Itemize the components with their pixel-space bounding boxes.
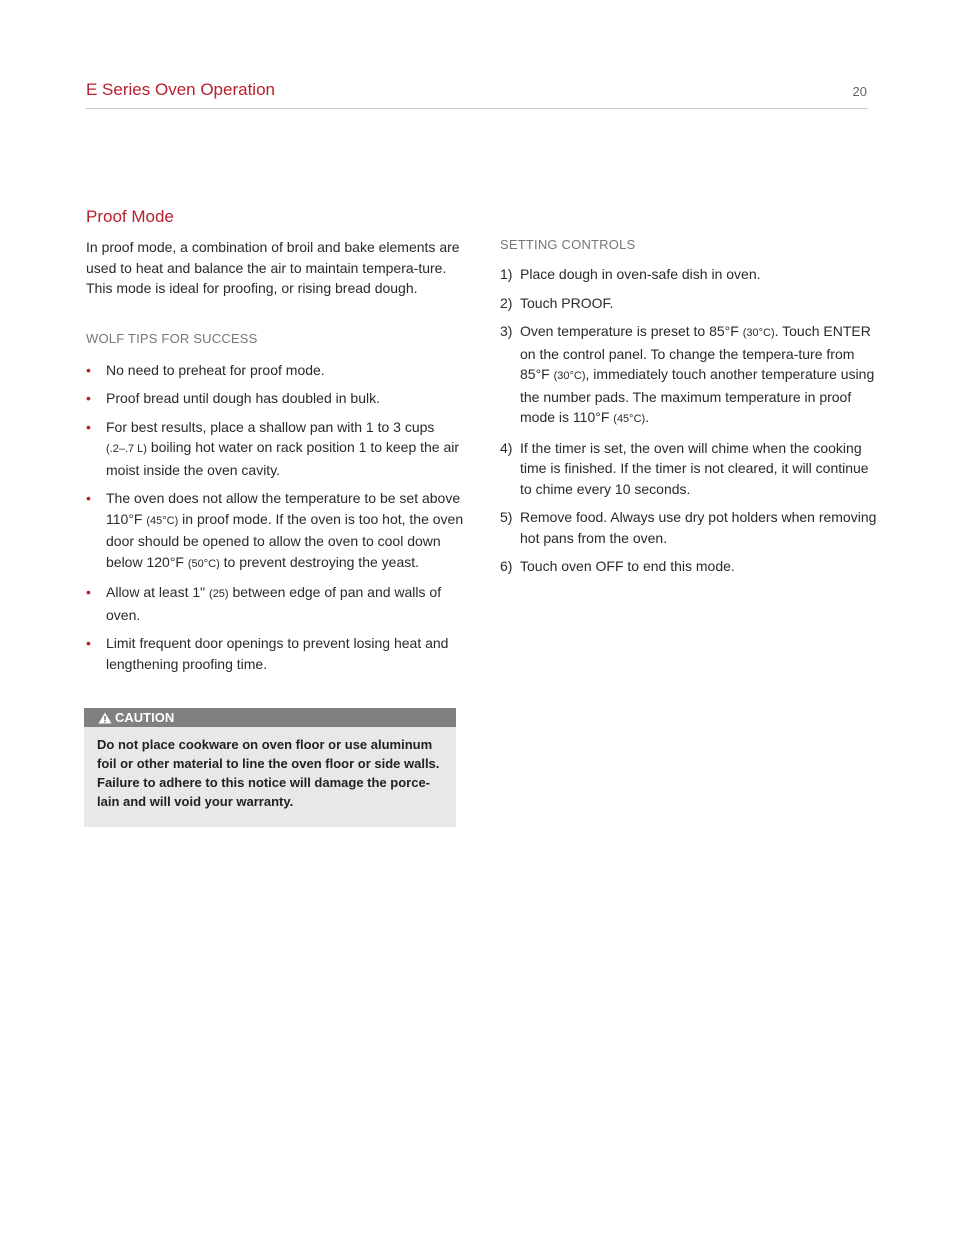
step-item: 5) Remove food. Always use dry pot holders when removing hot pans from the oven. — [500, 509, 877, 546]
page-number: 20 — [852, 84, 867, 99]
tip-item: • Proof bread until dough has doubled in bulk. — [86, 388, 466, 409]
intro-paragraph: In proof mode, a combination of broil and bake elements are used to heat and balance the air to maintain tempera-ture. This mode is ideal for proofing, or rising bread dough. — [86, 239, 460, 296]
bullet-icon: • — [86, 418, 91, 435]
header-title: E Series Oven Operation — [86, 80, 275, 99]
step-item: 2) Touch PROOF. — [500, 294, 614, 311]
caution-text: Do not place cookware on oven floor or use aluminum foil or other material to line the oven floor or side walls. Failure to adhere to this notice will damage the porce-lain and will void your warranty. — [97, 737, 440, 809]
bullet-icon: • — [86, 390, 91, 406]
tip-item: • Limit frequent door openings to prevent losing heat and lengthening proofing time. — [86, 635, 449, 672]
tip-item: • Allow at least 1" (25) between edge of pan and walls of oven. — [86, 584, 442, 623]
bullet-icon: • — [86, 490, 91, 506]
tips-list — [86, 360, 466, 675]
step-item: 6) Touch oven OFF to end this mode. — [500, 558, 735, 574]
step-item: 4) If the timer is set, the oven will chime when the cooking time is finished. If the timer is not cleared, it will continue to chime every 10 seconds. — [500, 439, 869, 497]
bullet-icon: • — [86, 584, 91, 600]
left-column — [86, 207, 466, 682]
setting-controls-heading: SETTING CONTROLS — [500, 237, 636, 252]
header-divider — [86, 108, 868, 109]
tip-item: • The oven does not allow the temperature to be set above 110°F (45°C) in proof mode. If the oven is too hot, the oven door should be opened to allow the oven to cool down below 120°F (50°C) to prevent destroying the yeast. — [86, 490, 464, 570]
steps-list — [500, 264, 880, 577]
tips-heading: WOLF TIPS FOR SUCCESS — [86, 330, 258, 346]
right-column — [500, 237, 880, 585]
caution-box — [84, 708, 456, 827]
tip-item: • No need to preheat for proof mode. — [86, 360, 466, 381]
bullet-icon: • — [86, 361, 91, 378]
step-item: 3) Oven temperature is preset to 85°F (30°C). Touch ENTER on the control panel. To change the tempera-ture from 85°F (30°C), immediately touch another temperature using the number pads. The maximum temperature in proof mode is 110°F (45°C). — [500, 323, 875, 425]
step-item: 1) Place dough in oven-safe dish in oven. — [500, 266, 761, 282]
caution-header — [84, 708, 456, 727]
warning-triangle-icon — [98, 712, 112, 724]
tip-item: • For best results, place a shallow pan with 1 to 3 cups (.2–.7 L) boiling hot water on rack position 1 to keep the air moist inside the oven cavity. — [86, 418, 460, 478]
section-title-proof-mode: Proof Mode — [86, 207, 174, 226]
caution-label: CAUTION — [115, 710, 175, 725]
bullet-icon: • — [86, 635, 91, 651]
